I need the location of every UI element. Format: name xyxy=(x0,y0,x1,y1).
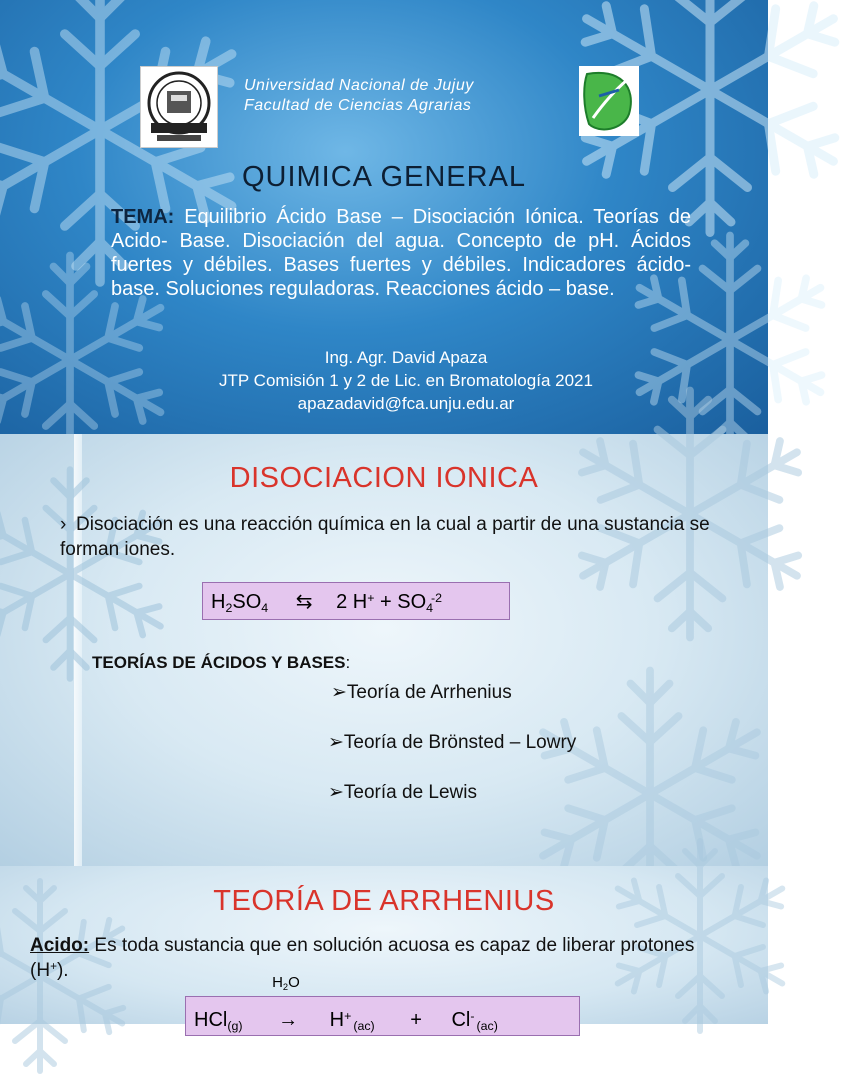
bullet-text: Disociación es una reacción química en la cual a partir de una sustancia se forman iones. xyxy=(60,514,710,560)
eq-hcl: HCl xyxy=(194,1009,228,1031)
theory-item xyxy=(328,781,477,804)
slide-arrhenius xyxy=(0,866,768,1034)
faculty-name: Facultad de Ciencias Agrarias xyxy=(244,97,472,114)
theory-item xyxy=(331,681,512,704)
topic-label: TEMA: xyxy=(111,206,175,228)
cond-sub: 2 xyxy=(282,982,289,993)
eq-sup: -2 xyxy=(431,590,443,605)
eq-h: H xyxy=(329,1009,345,1031)
definition-bullet xyxy=(60,512,720,562)
author-email: apazadavid@fca.unju.edu.ar xyxy=(297,394,515,413)
cond-o: O xyxy=(288,974,300,991)
section-title: TEORÍA DE ARRHENIUS xyxy=(213,885,555,917)
eq-cl: Cl xyxy=(451,1009,471,1031)
acid-label: Acido: xyxy=(30,935,90,956)
university-name: Universidad Nacional de Jujuy xyxy=(244,77,474,94)
theories-heading xyxy=(92,653,350,673)
eq-sup: + xyxy=(367,590,375,605)
eq-so: SO xyxy=(232,591,262,613)
eq-sub: (g) xyxy=(227,1019,243,1034)
eq-h: H xyxy=(211,591,226,613)
acid-text: Es toda sustancia que en solución acuosa es capaz de liberar protones (H xyxy=(30,935,695,981)
bullet-mark: › xyxy=(60,514,67,535)
faculty-leaf-logo xyxy=(579,66,639,136)
eq-sub: 2 xyxy=(225,601,233,616)
theory-label: Teoría de Arrhenius xyxy=(346,682,512,703)
reaction-arrow xyxy=(272,974,300,1043)
right-arrow-icon: → xyxy=(278,1009,299,1031)
eq-sub: (ac) xyxy=(476,1019,498,1034)
eq-sup: + xyxy=(344,1008,352,1023)
acid-sup: + xyxy=(50,960,57,974)
eq-2h: 2 H xyxy=(336,591,368,613)
topic-paragraph xyxy=(111,205,691,301)
theory-item xyxy=(328,731,576,754)
theory-label: Teoría de Brönsted – Lowry xyxy=(343,732,577,753)
arrow-marker-icon: ➢ xyxy=(331,682,347,703)
cond-h: H xyxy=(272,974,283,991)
eq-plus-so: + SO xyxy=(380,591,427,613)
arrow-marker-icon: ➢ xyxy=(328,732,344,753)
equilibrium-arrow-icon: ⇆ xyxy=(295,591,313,613)
author-role: JTP Comisión 1 y 2 de Lic. en Bromatología 2021 xyxy=(219,371,593,390)
acid-end: ). xyxy=(56,960,69,981)
slide-title xyxy=(0,0,768,434)
eq-sub: (ac) xyxy=(353,1019,375,1034)
arrow-condition xyxy=(272,975,300,992)
eq-sub: 4 xyxy=(426,601,434,616)
theory-label: Teoría de Lewis xyxy=(343,782,477,803)
topic-text: Equilibrio Ácido Base – Disociación Iónica. Teorías de Acido- Base. Disociación del agua. Concepto de pH. Ácidos fuertes y débiles. Bases fuertes y débiles. Indicadores ácido-base. Soluciones reguladoras. Reacciones ácido – base. xyxy=(111,206,691,300)
arrow-marker-icon: ➢ xyxy=(328,782,344,803)
left-accent-bar xyxy=(74,434,82,866)
author-name: Ing. Agr. David Apaza xyxy=(324,348,488,367)
equation-h2so4 xyxy=(202,582,510,620)
theories-title: TEORÍAS DE ÁCIDOS Y BASES xyxy=(92,653,346,672)
snowflake-decoration xyxy=(0,464,180,684)
eq-sub: 4 xyxy=(261,601,269,616)
eq-sup: - xyxy=(470,1008,475,1023)
slide-dissociation xyxy=(0,434,768,866)
section-title: DISOCIACION IONICA xyxy=(229,462,539,494)
university-seal-logo xyxy=(140,66,218,148)
acid-definition xyxy=(30,933,730,985)
equation-hcl xyxy=(185,974,580,1036)
page-title: QUIMICA GENERAL xyxy=(241,161,527,193)
eq-plus: + xyxy=(410,1009,422,1031)
theories-colon: : xyxy=(345,653,351,672)
